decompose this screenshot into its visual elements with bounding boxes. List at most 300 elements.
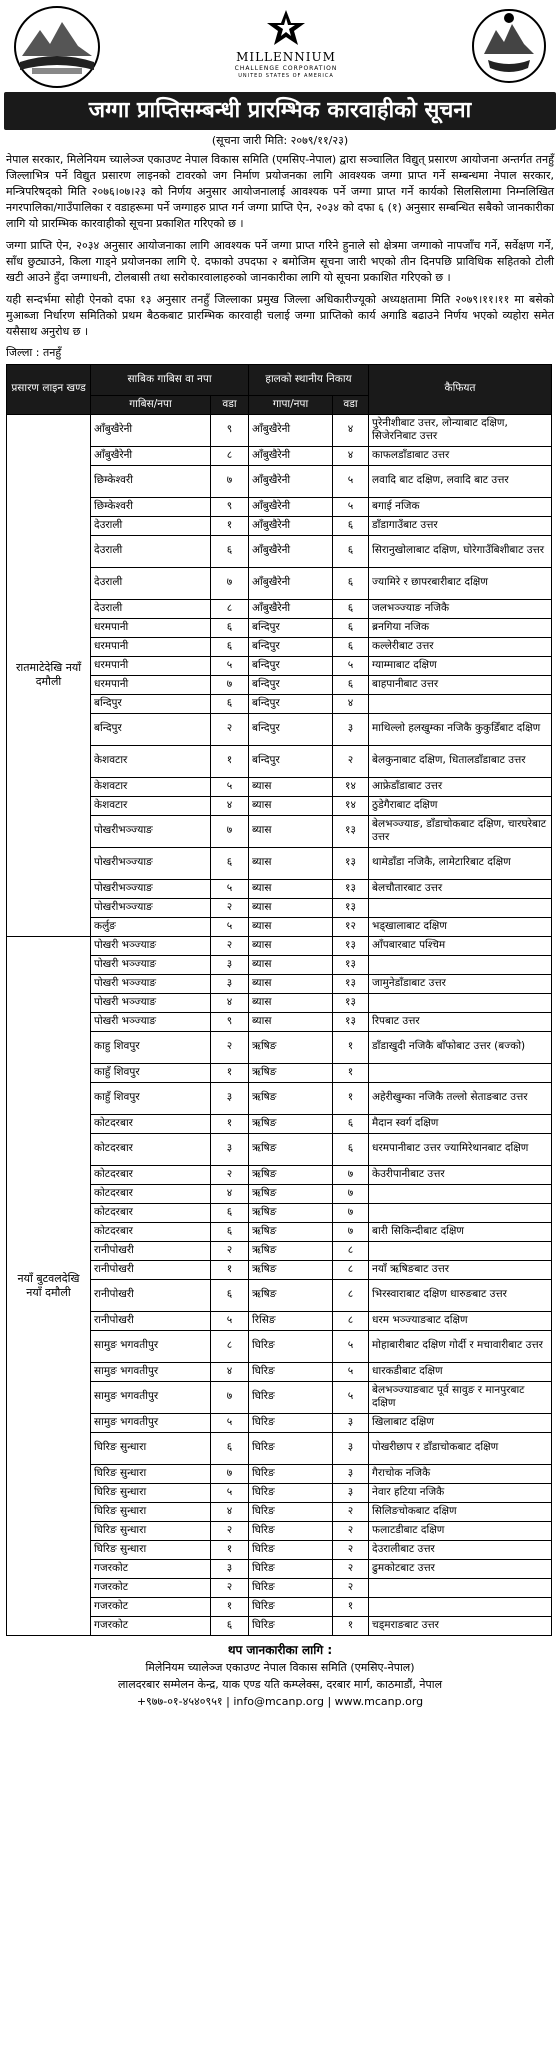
cell-former-ward: ६ (211, 1432, 249, 1464)
cell-former-ward: ७ (211, 1381, 249, 1413)
cell-current-gapa: बन्दिपुर (249, 637, 333, 656)
cell-current-gapa: घिरिङ (249, 1464, 333, 1483)
cell-current-gapa: घिरिङ (249, 1616, 333, 1635)
cell-remarks: माथिल्लो हलखुम्का नजिकै कुकुडिँबाट दक्षिण (369, 713, 552, 745)
mcc-logo (186, 4, 386, 79)
cell-former-ward: ८ (211, 599, 249, 618)
cell-current-gapa: ऋषिङ (249, 1082, 333, 1114)
cell-former-vdc: घिरिङ सुन्धारा (91, 1483, 211, 1502)
cell-current-ward: ६ (333, 618, 369, 637)
cell-current-ward: १३ (333, 1012, 369, 1031)
cell-remarks: सिलिङचोकबाट दक्षिण (369, 1502, 552, 1521)
cell-former-vdc: रानीपोखरी (91, 1311, 211, 1330)
cell-current-gapa: आँबुखैरेनी (249, 414, 333, 446)
cell-former-vdc: सामुङ भगवतीपुर (91, 1362, 211, 1381)
cell-former-ward: ७ (211, 815, 249, 847)
cell-current-gapa: बन्दिपुर (249, 745, 333, 777)
cell-remarks: फलाटडीबाट दक्षिण (369, 1521, 552, 1540)
cell-former-ward: ५ (211, 917, 249, 936)
cell-current-gapa: ब्यास (249, 936, 333, 955)
district-label: जिल्ला : तनहुँ (6, 345, 62, 359)
cell-current-gapa: बन्दिपुर (249, 675, 333, 694)
cell-former-ward: ९ (211, 1012, 249, 1031)
cell-current-ward: ५ (333, 1330, 369, 1362)
cell-former-ward: २ (211, 898, 249, 917)
footer (4, 1642, 556, 1710)
paragraph-1: नेपाल सरकार, मिलेनियम च्यालेञ्ज एकाउण्ट नेपाल विकास समिति (एमसिए-नेपाल) द्वारा सञ्चालित विद्युत् प्रसारण आयोजना अन्तर्गत तनहुँ जिल्लाभित्र पर्ने विद्युत प्रसारण लाइनको टावरको जग निर्माण प्रयोजनका लागि आवश्यक जग्गा प्राप्त गर्ने सम्बन्धमा नेपाल सरकार, मन्त्रिपरिषद्को मिति २०७६।०७।२३ को निर्णय अनुसार आयोजनालाई आवश्यक पर्ने जग्गा प्राप्त गर्ने कार्यको सिलसिलामा निम्नलिखित नगरपालिका/गाउँपालिका र वडाहरूमा पर्ने जग्गाहरु प्राप्त गर्न जग्गा प्राप्ति ऐन, २०३४ को दफा ६ (१) अनुसार सम्बन्धित सबैको जानकारीका लागि यो प्रारम्भिक कारवाहीको सूचना प्रकाशित गरिएको छ । (6, 152, 554, 230)
cell-former-vdc: गजरकोट (91, 1597, 211, 1616)
cell-current-ward: ८ (333, 1279, 369, 1311)
logo-bar (4, 0, 556, 92)
cell-former-ward: १ (211, 516, 249, 535)
cell-current-gapa: ब्यास (249, 777, 333, 796)
cell-former-vdc: रानीपोखरी (91, 1241, 211, 1260)
cell-current-ward: ३ (333, 1464, 369, 1483)
cell-former-vdc: छिम्केश्वरी (91, 497, 211, 516)
cell-current-gapa: घिरिङ (249, 1413, 333, 1432)
cell-remarks (369, 694, 552, 713)
cell-current-ward: १ (333, 1597, 369, 1616)
cell-former-vdc: घिरिङ सुन्धारा (91, 1432, 211, 1464)
cell-current-ward: ५ (333, 497, 369, 516)
cell-current-gapa: घिरिङ (249, 1362, 333, 1381)
cell-former-vdc: पोखरीभञ्ज्याङ (91, 815, 211, 847)
cell-current-gapa: घिरिङ (249, 1521, 333, 1540)
cell-former-ward: ३ (211, 1133, 249, 1165)
cell-current-ward: २ (333, 1578, 369, 1597)
cell-former-ward: २ (211, 936, 249, 955)
cell-current-gapa: ऋषिङ (249, 1133, 333, 1165)
mcc-subname: CHALLENGE CORPORATION (234, 65, 338, 72)
cell-current-gapa: ऋषिङ (249, 1241, 333, 1260)
cell-former-vdc: सामुङ भगवतीपुर (91, 1413, 211, 1432)
cell-former-ward: २ (211, 1031, 249, 1063)
cell-remarks: चड्मराङबाट उत्तर (369, 1616, 552, 1635)
notice-page (4, 0, 556, 2048)
cell-former-vdc: आँबुखैरेनी (91, 446, 211, 465)
header-vdc: गाबिस/नपा (91, 395, 211, 414)
cell-current-gapa: रिसिङ (249, 1311, 333, 1330)
table-row (7, 414, 552, 446)
cell-current-ward: २ (333, 1559, 369, 1578)
cell-remarks: डाँडाखुदी नजिकै बाँफोबाट उत्तर (बज्को) (369, 1031, 552, 1063)
cell-current-ward: २ (333, 1502, 369, 1521)
cell-current-ward: १३ (333, 847, 369, 879)
footer-org: मिलेनियम च्यालेञ्ज एकाउण्ट नेपाल विकास समिति (एमसिए-नेपाल) (145, 1660, 415, 1674)
cell-remarks: अहेरीखुम्का नजिकै तल्लो सेताङबाट उत्तर (369, 1082, 552, 1114)
cell-remarks: बगाई नजिक (369, 497, 552, 516)
cell-former-ward: ६ (211, 618, 249, 637)
cell-current-ward: १ (333, 1063, 369, 1082)
cell-current-gapa: बन्दिपुर (249, 618, 333, 637)
cell-current-ward: ६ (333, 599, 369, 618)
cell-former-ward: ८ (211, 1330, 249, 1362)
cell-former-ward: ६ (211, 637, 249, 656)
cell-former-ward: ४ (211, 796, 249, 815)
cell-former-ward: १ (211, 1114, 249, 1133)
cell-former-ward: ६ (211, 535, 249, 567)
cell-former-ward: २ (211, 1521, 249, 1540)
cell-former-vdc: कोटदरबार (91, 1114, 211, 1133)
cell-remarks: खिलाबाट दक्षिण (369, 1413, 552, 1432)
cell-former-vdc: धरमपानी (91, 637, 211, 656)
table-body (7, 414, 552, 1635)
cell-remarks: रिपबाट उत्तर (369, 1012, 552, 1031)
cell-former-ward: २ (211, 1578, 249, 1597)
cell-current-gapa: आँबुखैरेनी (249, 446, 333, 465)
cell-former-vdc: धरमपानी (91, 656, 211, 675)
cell-former-vdc: पोखरी भञ्ज्याङ (91, 993, 211, 1012)
cell-former-ward: ७ (211, 1464, 249, 1483)
cell-current-gapa: आँबुखैरेनी (249, 535, 333, 567)
cell-former-ward: ३ (211, 1082, 249, 1114)
cell-former-vdc: घिरिङ सुन्धारा (91, 1464, 211, 1483)
cell-former-ward: ७ (211, 675, 249, 694)
cell-current-gapa: बन्दिपुर (249, 656, 333, 675)
cell-former-vdc: कोटदरबार (91, 1133, 211, 1165)
cell-former-vdc: गजरकोट (91, 1578, 211, 1597)
cell-current-gapa: ब्यास (249, 1012, 333, 1031)
cell-current-gapa: ऋषिङ (249, 1222, 333, 1241)
cell-current-gapa: घिरिङ (249, 1381, 333, 1413)
cell-remarks: मोहाबारीबाट दक्षिण गोर्दी र मचावारीबाट उत्तर (369, 1330, 552, 1362)
cell-current-ward: ३ (333, 1413, 369, 1432)
cell-former-ward: ५ (211, 656, 249, 675)
cell-former-vdc: गजरकोट (91, 1616, 211, 1635)
cell-former-ward: ४ (211, 1184, 249, 1203)
cell-current-ward: ५ (333, 1381, 369, 1413)
cell-remarks: बारी सिकिन्दीबाट दक्षिण (369, 1222, 552, 1241)
cell-former-vdc: धरमपानी (91, 618, 211, 637)
cell-former-vdc: पोखरीभञ्ज्याङ (91, 847, 211, 879)
cell-former-vdc: कोटदरबार (91, 1222, 211, 1241)
cell-remarks: धरम भञ्ज्याङबाट दक्षिण (369, 1311, 552, 1330)
header-gapa: गापा/नपा (249, 395, 333, 414)
cell-former-ward: ९ (211, 497, 249, 516)
cell-remarks: धरमपानीबाट उत्तर ज्यामिरेथानबाट दक्षिण (369, 1133, 552, 1165)
cell-current-ward: ६ (333, 1114, 369, 1133)
cell-former-ward: १ (211, 1540, 249, 1559)
header-current: हालको स्थानीय निकाय (249, 364, 369, 395)
cell-current-ward: १२ (333, 917, 369, 936)
cell-current-gapa: घिरिङ (249, 1559, 333, 1578)
cell-former-vdc: सामुङ भगवतीपुर (91, 1330, 211, 1362)
cell-former-vdc: केशवटार (91, 796, 211, 815)
section-name: रातमाटेदेखि नयाँ दमौली (7, 414, 91, 936)
cell-remarks: ढुमकोटबाट उत्तर (369, 1559, 552, 1578)
cell-current-gapa: ऋषिङ (249, 1184, 333, 1203)
cell-former-ward: ३ (211, 974, 249, 993)
cell-former-ward: ५ (211, 1483, 249, 1502)
cell-former-ward: ७ (211, 465, 249, 497)
cell-current-ward: ६ (333, 535, 369, 567)
cell-current-gapa: आँबुखैरेनी (249, 599, 333, 618)
cell-remarks (369, 1241, 552, 1260)
cell-remarks: डाँडागाउँबाट उत्तर (369, 516, 552, 535)
cell-former-ward: ५ (211, 1413, 249, 1432)
cell-current-gapa: ऋषिङ (249, 1203, 333, 1222)
cell-remarks: कल्लेरीबाट उत्तर (369, 637, 552, 656)
cell-current-gapa: बन्दिपुर (249, 713, 333, 745)
cell-current-ward: १ (333, 1031, 369, 1063)
cell-current-gapa: आँबुखैरेनी (249, 465, 333, 497)
cell-former-vdc: कोटदरबार (91, 1203, 211, 1222)
cell-current-gapa: घिरिङ (249, 1578, 333, 1597)
cell-remarks: जलभञ्ज्याङ नजिकै (369, 599, 552, 618)
cell-current-ward: ७ (333, 1222, 369, 1241)
cell-former-ward: ४ (211, 1362, 249, 1381)
cell-former-vdc: रानीपोखरी (91, 1279, 211, 1311)
cell-remarks: मैदान स्वर्ग दक्षिण (369, 1114, 552, 1133)
cell-current-gapa: आँबुखैरेनी (249, 516, 333, 535)
cell-former-ward: १ (211, 1597, 249, 1616)
cell-current-ward: ७ (333, 1165, 369, 1184)
cell-former-vdc: देउराली (91, 516, 211, 535)
cell-former-vdc: देउराली (91, 567, 211, 599)
cell-current-gapa: ब्यास (249, 879, 333, 898)
cell-remarks: आँपबारबाट पश्चिम (369, 936, 552, 955)
cell-former-ward: ५ (211, 777, 249, 796)
cell-former-ward: २ (211, 713, 249, 745)
header-section: प्रसारण लाइन खण्ड (7, 364, 91, 414)
cell-former-ward: ३ (211, 955, 249, 974)
cell-current-ward: ६ (333, 516, 369, 535)
cell-former-vdc: केशवटार (91, 777, 211, 796)
cell-remarks: सिरानुखोलाबाट दक्षिण, घोरेगाउँबिशीबाट उत्तर (369, 535, 552, 567)
cell-current-ward: ७ (333, 1203, 369, 1222)
cell-former-vdc: बन्दिपुर (91, 694, 211, 713)
cell-former-vdc: काहु शिवपुर (91, 1031, 211, 1063)
cell-former-vdc: सामुङ भगवतीपुर (91, 1381, 211, 1413)
cell-former-vdc: कर्लुङ (91, 917, 211, 936)
cell-current-ward: १३ (333, 993, 369, 1012)
table-row (7, 936, 552, 955)
cell-former-vdc: पोखरी भञ्ज्याङ (91, 955, 211, 974)
cell-current-ward: १३ (333, 936, 369, 955)
header-ward: वडा (211, 395, 249, 414)
cell-current-gapa: बन्दिपुर (249, 694, 333, 713)
header-former: साबिक गाबिस वा नपा (91, 364, 249, 395)
cell-former-ward: ६ (211, 1222, 249, 1241)
cell-remarks (369, 1597, 552, 1616)
cell-former-vdc: पोखरी भञ्ज्याङ (91, 974, 211, 993)
cell-remarks: बेलकुनाबाट दक्षिण, धितालडाँडाबाट उत्तर (369, 745, 552, 777)
cell-remarks: बेलभञ्ज्याङ, डाँडाचोकबाट दक्षिण, चारघरेबाट उत्तर (369, 815, 552, 847)
cell-current-gapa: ऋषिङ (249, 1031, 333, 1063)
cell-former-ward: ५ (211, 1311, 249, 1330)
cell-current-gapa: ब्यास (249, 847, 333, 879)
cell-current-gapa: आँबुखैरेनी (249, 567, 333, 599)
cell-remarks: बेलभञ्ज्याङबाट पूर्व सावुङ र मानपुरबाट दक्षिण (369, 1381, 552, 1413)
nepal-emblem-icon (470, 4, 548, 88)
cell-current-gapa: ब्यास (249, 796, 333, 815)
cell-current-gapa: घिरिङ (249, 1330, 333, 1362)
cell-current-ward: ४ (333, 414, 369, 446)
cell-current-gapa: ऋषिङ (249, 1279, 333, 1311)
cell-former-ward: ६ (211, 1616, 249, 1635)
cell-former-vdc: गजरकोट (91, 1559, 211, 1578)
cell-current-gapa: ब्यास (249, 815, 333, 847)
header-remarks: कैफियत (369, 364, 552, 414)
cell-current-gapa: घिरिङ (249, 1597, 333, 1616)
cell-remarks: जामुनेडाँडाबाट उत्तर (369, 974, 552, 993)
cell-former-vdc: घिरिङ सुन्धारा (91, 1521, 211, 1540)
cell-current-gapa: घिरिङ (249, 1432, 333, 1464)
cell-former-ward: ५ (211, 879, 249, 898)
cell-current-gapa: घिरिङ (249, 1502, 333, 1521)
cell-former-vdc: देउराली (91, 535, 211, 567)
header-ward2: वडा (333, 395, 369, 414)
cell-remarks: गैराचोक नजिकै (369, 1464, 552, 1483)
cell-current-ward: ८ (333, 1241, 369, 1260)
cell-current-gapa: घिरिङ (249, 1540, 333, 1559)
cell-remarks: भिरस्वाराबाट दक्षिण धारुङबाट उत्तर (369, 1279, 552, 1311)
cell-remarks: आफ्रेडाँडाबाट उत्तर (369, 777, 552, 796)
cell-current-ward: १३ (333, 815, 369, 847)
cell-current-ward: १३ (333, 898, 369, 917)
cell-former-ward: २ (211, 1241, 249, 1260)
cell-former-ward: ६ (211, 694, 249, 713)
cell-remarks: काफलडाँडाबाट उत्तर (369, 446, 552, 465)
cell-current-ward: २ (333, 745, 369, 777)
cell-remarks: नेवार हटिया नजिकै (369, 1483, 552, 1502)
cell-remarks (369, 1578, 552, 1597)
cell-current-ward: ६ (333, 637, 369, 656)
cell-remarks (369, 1184, 552, 1203)
cell-current-ward: ७ (333, 1184, 369, 1203)
footer-address: लालदरबार सम्मेलन केन्द्र, याक एण्ड यति कम्प्लेक्स, दरबार मार्ग, काठमाडौं, नेपाल (117, 1677, 443, 1691)
cell-current-ward: ५ (333, 656, 369, 675)
cell-current-ward: ६ (333, 1133, 369, 1165)
cell-remarks (369, 1063, 552, 1082)
section-name: नयाँ बुटवलदेखि नयाँ दमौली (7, 936, 91, 1635)
mca-nepal-logo-icon (12, 4, 102, 90)
cell-former-vdc: काहुँ शिवपुर (91, 1082, 211, 1114)
cell-remarks: पोखरीछाप र डाँडाचोकबाट दक्षिण (369, 1432, 552, 1464)
cell-current-ward: ५ (333, 1362, 369, 1381)
cell-remarks: बाहपानीबाट उत्तर (369, 675, 552, 694)
cell-former-vdc: कोटदरबार (91, 1184, 211, 1203)
cell-current-ward: १४ (333, 777, 369, 796)
cell-remarks: भड्खालाबाट दक्षिण (369, 917, 552, 936)
cell-current-ward: २ (333, 1540, 369, 1559)
cell-former-vdc: पोखरी भञ्ज्याङ (91, 936, 211, 955)
cell-former-ward: १ (211, 1260, 249, 1279)
cell-remarks: ज्यामिरे र छापरबारीबाट दक्षिण (369, 567, 552, 599)
cell-current-ward: ३ (333, 713, 369, 745)
cell-current-gapa: ऋषिङ (249, 1165, 333, 1184)
land-table (6, 364, 552, 1636)
cell-former-vdc: घिरिङ सुन्धारा (91, 1540, 211, 1559)
cell-remarks (369, 898, 552, 917)
cell-former-ward: ६ (211, 847, 249, 879)
cell-current-ward: १३ (333, 879, 369, 898)
cell-former-vdc: कोटदरबार (91, 1165, 211, 1184)
cell-former-vdc: केशवटार (91, 745, 211, 777)
cell-former-vdc: काहुँ शिवपुर (91, 1063, 211, 1082)
mcc-name: MILLENNIUM (236, 50, 336, 64)
star-icon (266, 8, 306, 48)
cell-former-ward: १ (211, 745, 249, 777)
cell-remarks: पुरेनीशीबाट उत्तर, लोन्याबाट दक्षिण, सिजेरनिबाट उत्तर (369, 414, 552, 446)
cell-former-ward: ७ (211, 567, 249, 599)
cell-remarks (369, 1203, 552, 1222)
cell-current-ward: १३ (333, 955, 369, 974)
cell-current-gapa: ऋषिङ (249, 1260, 333, 1279)
cell-current-gapa: आँबुखैरेनी (249, 497, 333, 516)
cell-former-vdc: आँबुखैरेनी (91, 414, 211, 446)
footer-contact: +९७७-०१-४५४०९५१ | info@mcanp.org | www.mcanp.org (136, 1694, 424, 1708)
cell-remarks: ग्याम्माबाट दक्षिण (369, 656, 552, 675)
cell-current-gapa: ब्यास (249, 974, 333, 993)
cell-former-vdc: बन्दिपुर (91, 713, 211, 745)
cell-remarks: ठुडेगैराबाट दक्षिण (369, 796, 552, 815)
cell-current-gapa: ब्यास (249, 898, 333, 917)
mcc-country: UNITED STATES OF AMERICA (238, 72, 334, 79)
paragraph-2: जग्गा प्राप्ति ऐन, २०३४ अनुसार आयोजनाका लागि आवश्यक पर्ने जग्गा प्राप्त गरिने हुनाले सो क्षेत्रमा जग्गाको नापजाँच गर्ने, सर्वेक्षण गर्ने, साँध छुट्याउने, किला गाड्ने प्रयोजनका लागि ऐ. दफाको उपदफा २ बमोजिम सूचना जारी भएको तीन दिनपछि प्राविधिक सहितको टोली खटी आउने हुँदा जग्गाधनी, टोलबासी तथा सरोकारवालाहरुको जानकारीका लागि यो सूचना प्रकाशित गरिएको छ । (6, 238, 554, 284)
cell-former-vdc: पोखरीभञ्ज्याङ (91, 898, 211, 917)
cell-current-ward: ८ (333, 1260, 369, 1279)
cell-remarks: ब्रनगिया नजिक (369, 618, 552, 637)
cell-former-ward: ९ (211, 414, 249, 446)
cell-former-ward: ६ (211, 1203, 249, 1222)
cell-current-gapa: ऋषिङ (249, 1063, 333, 1082)
cell-current-gapa: ऋषिङ (249, 1114, 333, 1133)
notice-title: जग्गा प्राप्तिसम्बन्धी प्रारम्भिक कारवाहीको सूचना (4, 92, 556, 130)
cell-former-ward: ८ (211, 446, 249, 465)
cell-current-ward: ६ (333, 675, 369, 694)
cell-remarks: केउरीपानीबाट उत्तर (369, 1165, 552, 1184)
cell-remarks: थामेडाँडा नजिकै, लामेटारिबाट दक्षिण (369, 847, 552, 879)
cell-current-gapa: घिरिङ (249, 1483, 333, 1502)
cell-former-ward: ६ (211, 1279, 249, 1311)
cell-former-vdc: रानीपोखरी (91, 1260, 211, 1279)
cell-remarks: देउरालीबाट उत्तर (369, 1540, 552, 1559)
cell-current-ward: ५ (333, 465, 369, 497)
cell-current-ward: ४ (333, 446, 369, 465)
paragraph-3: यही सन्दर्भमा सोही ऐनको दफा १३ अनुसार तनहुँ जिल्लाका प्रमुख जिल्ला अधिकारीज्यूको अध्यक्षतामा मिति २०७९।११।११ मा बसेको मुआब्जा निर्धारण समितिको प्रथम बैठकबाट प्रारम्भिक कारवाही चलाई जग्गा प्राप्तिको कार्य अगाडि बढाउने निर्णय भएको व्यहोरा समेत यसैसाथ अनुरोध छ । (6, 292, 554, 338)
cell-current-gapa: ब्यास (249, 917, 333, 936)
cell-remarks: धारकडीबाट दक्षिण (369, 1362, 552, 1381)
cell-current-ward: १३ (333, 974, 369, 993)
cell-current-ward: ६ (333, 567, 369, 599)
cell-current-ward: ३ (333, 1432, 369, 1464)
cell-former-vdc: धरमपानी (91, 675, 211, 694)
cell-current-ward: ३ (333, 1483, 369, 1502)
cell-remarks (369, 993, 552, 1012)
cell-former-vdc: पोखरी भञ्ज्याङ (91, 1012, 211, 1031)
cell-former-vdc: देउराली (91, 599, 211, 618)
cell-current-ward: ४ (333, 694, 369, 713)
cell-current-ward: १ (333, 1616, 369, 1635)
cell-remarks: बेलचौतारबाट उत्तर (369, 879, 552, 898)
cell-former-vdc: पोखरीभञ्ज्याङ (91, 879, 211, 898)
notice-date: (सूचना जारी मिति: २०७९/११/२३) (211, 134, 349, 147)
footer-heading: थप जानकारीका लागि : (227, 1642, 333, 1657)
cell-current-gapa: ब्यास (249, 993, 333, 1012)
cell-current-ward: १४ (333, 796, 369, 815)
cell-former-vdc: घिरिङ सुन्धारा (91, 1502, 211, 1521)
cell-current-gapa: ब्यास (249, 955, 333, 974)
cell-former-ward: ४ (211, 1502, 249, 1521)
cell-current-ward: ८ (333, 1311, 369, 1330)
cell-former-ward: ४ (211, 993, 249, 1012)
cell-former-ward: १ (211, 1063, 249, 1082)
cell-former-vdc: छिम्केश्वरी (91, 465, 211, 497)
cell-current-ward: २ (333, 1521, 369, 1540)
cell-remarks (369, 955, 552, 974)
cell-current-ward: १ (333, 1082, 369, 1114)
